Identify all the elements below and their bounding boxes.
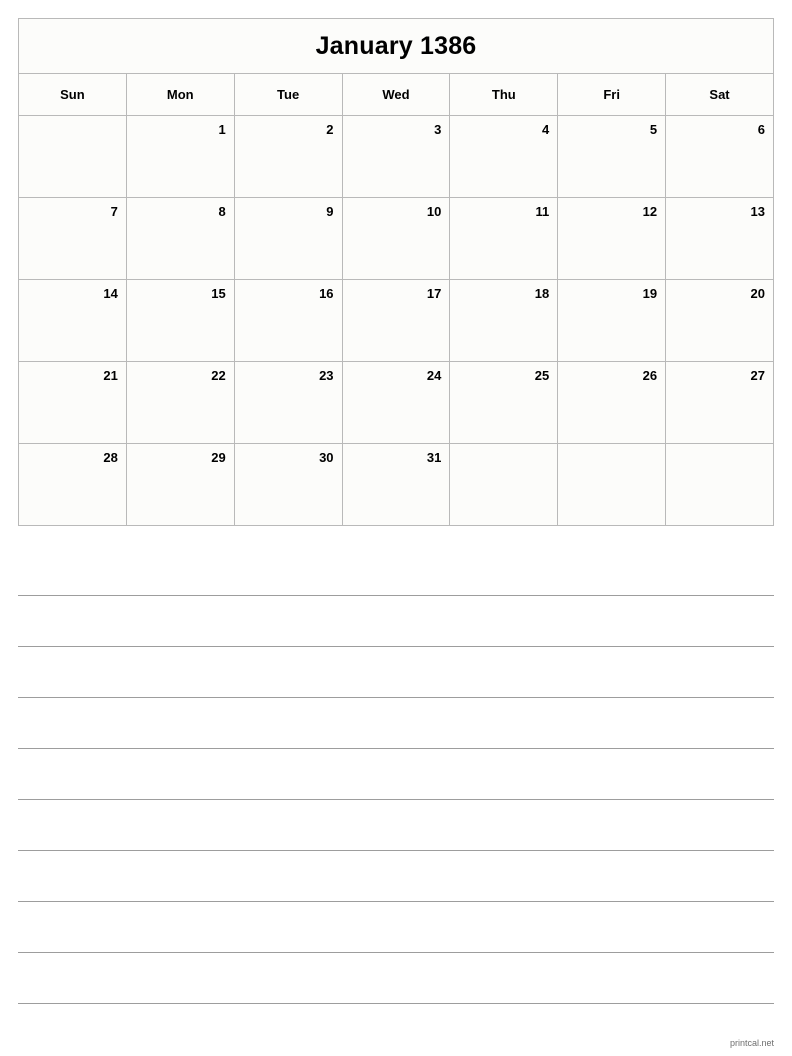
- day-cell[interactable]: 9: [234, 198, 342, 280]
- day-cell[interactable]: 26: [558, 362, 666, 444]
- day-cell[interactable]: 15: [126, 280, 234, 362]
- day-cell[interactable]: 20: [666, 280, 774, 362]
- day-cell[interactable]: 5: [558, 116, 666, 198]
- day-cell[interactable]: 27: [666, 362, 774, 444]
- weekday-header-fri: Fri: [558, 74, 666, 116]
- footer-watermark: printcal.net: [729, 1038, 774, 1048]
- day-cell[interactable]: 13: [666, 198, 774, 280]
- calendar-week-row: [19, 198, 774, 280]
- day-cell[interactable]: 21: [19, 362, 127, 444]
- day-cell[interactable]: [666, 444, 774, 526]
- calendar-week-row: [19, 362, 774, 444]
- day-cell[interactable]: 16: [234, 280, 342, 362]
- weekday-header-sun: Sun: [19, 74, 127, 116]
- weekday-header-row: [19, 74, 774, 116]
- note-line[interactable]: [18, 749, 774, 800]
- calendar-week-row: [19, 116, 774, 198]
- monthly-calendar-table: [18, 18, 774, 526]
- day-cell[interactable]: 22: [126, 362, 234, 444]
- day-cell[interactable]: 2: [234, 116, 342, 198]
- day-cell[interactable]: 6: [666, 116, 774, 198]
- notes-area: [18, 545, 774, 1004]
- calendar-container: [18, 18, 774, 526]
- day-cell[interactable]: 31: [342, 444, 450, 526]
- day-cell[interactable]: 8: [126, 198, 234, 280]
- calendar-week-row: [19, 444, 774, 526]
- day-cell[interactable]: 4: [450, 116, 558, 198]
- calendar-title-row: [19, 19, 774, 74]
- note-line[interactable]: [18, 902, 774, 953]
- day-cell[interactable]: 17: [342, 280, 450, 362]
- day-cell[interactable]: 28: [19, 444, 127, 526]
- note-line[interactable]: [18, 545, 774, 596]
- day-cell[interactable]: 12: [558, 198, 666, 280]
- day-cell[interactable]: 7: [19, 198, 127, 280]
- note-line[interactable]: [18, 647, 774, 698]
- day-cell[interactable]: 18: [450, 280, 558, 362]
- note-line[interactable]: [18, 596, 774, 647]
- day-cell[interactable]: 3: [342, 116, 450, 198]
- day-cell[interactable]: 11: [450, 198, 558, 280]
- note-line[interactable]: [18, 851, 774, 902]
- day-cell[interactable]: 10: [342, 198, 450, 280]
- note-line[interactable]: [18, 800, 774, 851]
- day-cell[interactable]: [450, 444, 558, 526]
- weekday-header-thu: Thu: [450, 74, 558, 116]
- weekday-header-wed: Wed: [342, 74, 450, 116]
- day-cell[interactable]: 19: [558, 280, 666, 362]
- weekday-header-mon: Mon: [126, 74, 234, 116]
- weekday-header-sat: Sat: [666, 74, 774, 116]
- day-cell[interactable]: 23: [234, 362, 342, 444]
- day-cell[interactable]: 25: [450, 362, 558, 444]
- day-cell[interactable]: 29: [126, 444, 234, 526]
- day-cell[interactable]: 1: [126, 116, 234, 198]
- day-cell[interactable]: [558, 444, 666, 526]
- day-cell[interactable]: 14: [19, 280, 127, 362]
- note-line[interactable]: [18, 953, 774, 1004]
- note-line[interactable]: [18, 698, 774, 749]
- day-cell[interactable]: 30: [234, 444, 342, 526]
- calendar-week-row: [19, 280, 774, 362]
- weekday-header-tue: Tue: [234, 74, 342, 116]
- day-cell[interactable]: 24: [342, 362, 450, 444]
- page-title: January 1386: [19, 19, 774, 74]
- day-cell[interactable]: [19, 116, 127, 198]
